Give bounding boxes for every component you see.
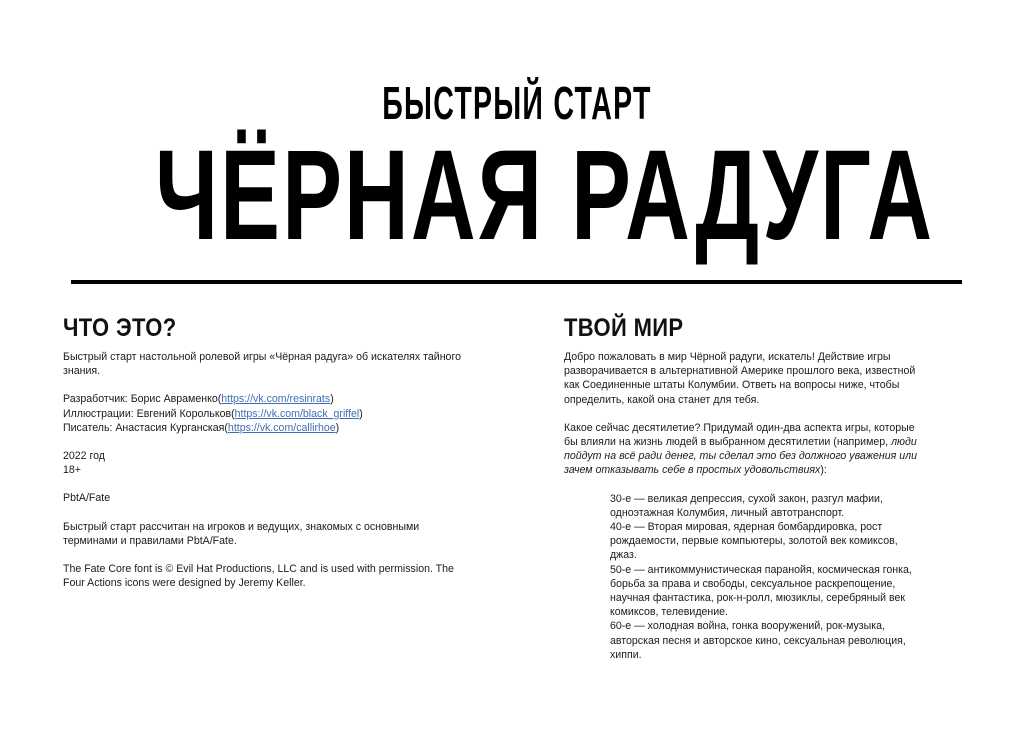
list-item: 30-е — великая депрессия, сухой закон, разгул мафии, одноэтажная Колумбия, личный автотранспорт.: [610, 492, 883, 519]
masthead: [0, 77, 1034, 267]
credit-role: Иллюстрации:: [63, 407, 134, 420]
credit-link-callirhoe[interactable]: https://vk.com/callirhoe: [227, 421, 336, 434]
left-section-heading: ЧТО ЭТО?: [63, 314, 177, 342]
credit-link-black-griffel[interactable]: https://vk.com/black_griffel: [234, 407, 360, 420]
credit-paren-open: (: [217, 393, 222, 406]
credit-name: Борис Авраменко: [130, 393, 218, 406]
publication-year: 2022 год: [63, 450, 105, 463]
decade-prompt-tail: ):: [820, 464, 827, 477]
two-column-body: [0, 316, 1034, 662]
age-rating: 18+: [63, 464, 81, 477]
decade-prompt-paragraph: [564, 421, 925, 478]
credit-paren-close: ): [359, 407, 363, 420]
header-divider-rule: [71, 280, 962, 284]
credit-paren-open: (: [224, 421, 228, 434]
list-item: 40-е — Вторая мировая, ядерная бомбардировка, рост рождаемости, первые компьютеры, золотой век комиксов, джаз.: [610, 521, 898, 562]
legal-notice-paragraph: The Fate Core font is © Evil Hat Productions, LLC and is used with permission. The Four Actions icons were designed by Jeremy Keller.: [63, 563, 454, 590]
welcome-paragraph: Добро пожаловать в мир Чёрной радуги, искатель! Действие игры разворачивается в альтернативной Америке прошлого века, известной как Соединенные штаты Колумбии. Ответь на вопросы ниже, чтобы определить, какой она станет для тебя.: [564, 351, 916, 406]
right-column: [480, 316, 960, 662]
spacer: [63, 435, 465, 449]
credits-block: [63, 392, 465, 435]
spacer: [63, 477, 465, 491]
decade-prompt-lead: Какое сейчас десятилетие? Придумай один-два аспекта игры, которые бы влияли на жизнь людей в выбранном десятилетии (например,: [564, 421, 915, 449]
system-block: [63, 491, 465, 505]
list-item: 60-е — холодная война, гонка вооружений, рок-музыка, авторская песня и авторское кино, сексуальная революция, хиппи.: [610, 620, 906, 661]
decade-prompt-examples: люди пойдут на всё ради денег, ты сделал это без должного уважения или зачем отказывать себе в простых удовольствиях: [564, 436, 918, 477]
system-label: PbtA/Fate: [63, 492, 111, 505]
spacer: [63, 548, 465, 562]
credit-link-resinrats[interactable]: https://vk.com/resinrats: [221, 393, 331, 406]
credit-line: [63, 407, 465, 421]
spacer: [63, 378, 465, 392]
credit-paren-close: ): [330, 393, 334, 406]
left-column: [0, 316, 480, 662]
credit-name: Евгений Корольков: [136, 407, 232, 420]
audience-note-paragraph: Быстрый старт рассчитан на игроков и ведущих, знакомых с основными терминами и правилами PbtA/Fate.: [63, 520, 420, 547]
credit-role: Писатель:: [63, 421, 113, 434]
credit-role: Разработчик:: [63, 393, 128, 406]
right-section-heading: ТВОЙ МИР: [564, 314, 684, 342]
publication-info: [63, 449, 465, 477]
document-title: ЧЁРНАЯ РАДУГА: [155, 124, 935, 267]
credit-paren-open: (: [231, 407, 235, 420]
left-intro-paragraph: Быстрый старт настольной ролевой игры «Чёрная радуга» об искателях тайного знания.: [63, 351, 461, 378]
list-item: 50-е — антикоммунистическая паранойя, космическая гонка, борьба за права и свободы, сексуальное раскрепощение, научная фантастика, рок-н-ролл, мюзиклы, серебряный век комиксов, телевидение.: [610, 563, 912, 619]
spacer: [564, 407, 925, 421]
spacer: [63, 506, 465, 520]
credit-line: [63, 392, 465, 406]
credit-paren-close: ): [335, 421, 340, 434]
credit-name: Анастасия Курганская: [115, 421, 225, 434]
credit-line: [63, 421, 465, 435]
decade-options-list: [564, 492, 925, 662]
document-kicker: БЫСТРЫЙ СТАРТ: [382, 77, 652, 129]
